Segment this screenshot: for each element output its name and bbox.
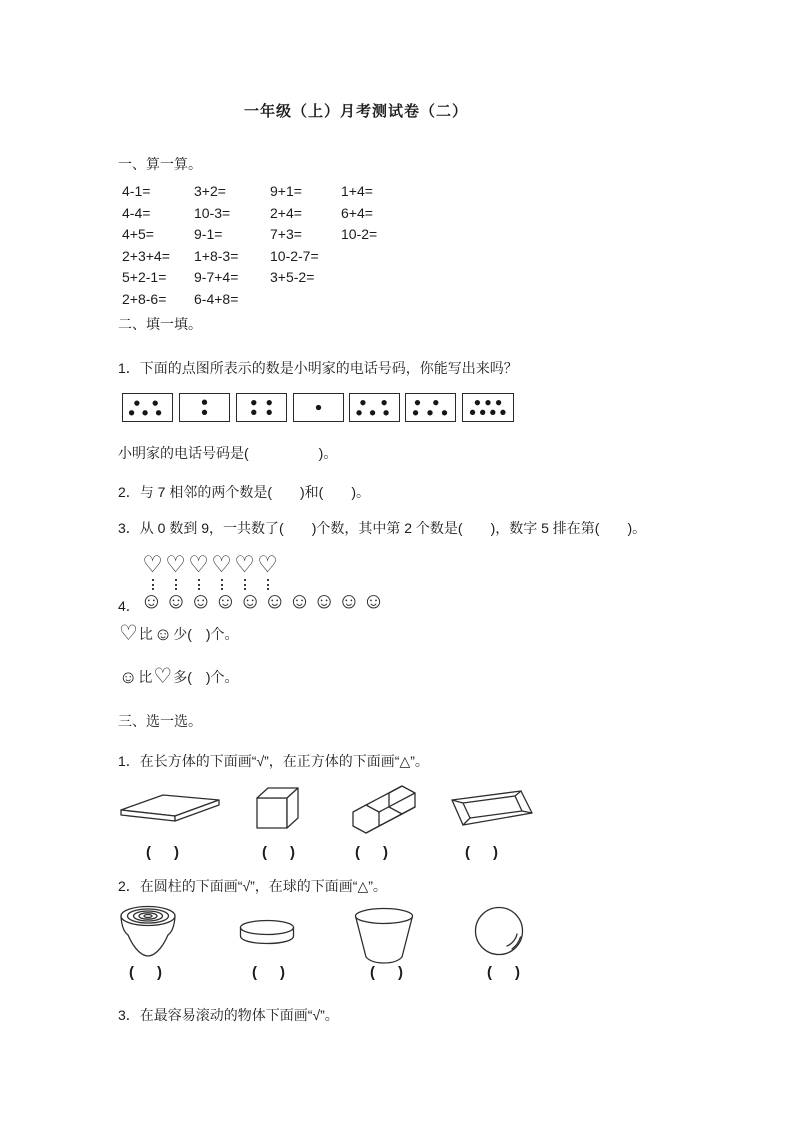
shape-sphere bbox=[473, 905, 525, 957]
compare-text: 比 bbox=[138, 669, 153, 685]
heart-icon: ♡ bbox=[142, 551, 163, 577]
answer-paren bbox=[129, 965, 162, 981]
dot-card bbox=[462, 393, 514, 422]
question-3-2-text: 2．在圆柱的下面画“√”，在球的下面画“△”。 bbox=[118, 878, 387, 894]
heart-icon: ♡ bbox=[188, 551, 209, 577]
paren-open: ( bbox=[355, 844, 360, 861]
calc-cell: 1+4= bbox=[341, 183, 373, 199]
compare-line-1 bbox=[118, 621, 239, 647]
answer-paren bbox=[262, 845, 295, 861]
smiley-icon: ☺ bbox=[119, 667, 138, 687]
calc-cell: 7+3= bbox=[270, 226, 302, 242]
question-2-4-label: 4． bbox=[118, 598, 140, 614]
paren-close: ) bbox=[493, 844, 498, 861]
heart-icon: ♡ bbox=[211, 551, 232, 577]
calc-cell: 4-1= bbox=[122, 183, 151, 199]
hearts-row bbox=[141, 551, 279, 577]
dot-card bbox=[405, 393, 456, 422]
calc-cell: 9-1= bbox=[194, 226, 223, 242]
paren-open: ( bbox=[252, 964, 257, 981]
paren-close: ) bbox=[383, 844, 388, 861]
dot-card bbox=[122, 393, 173, 422]
smiley-icon: ☺ bbox=[312, 588, 336, 613]
paren-open: ( bbox=[370, 964, 375, 981]
smiley-icon: ☺ bbox=[288, 588, 311, 613]
section1-heading: 一、算一算。 bbox=[118, 156, 202, 172]
heart-icon: ♡ bbox=[119, 622, 138, 645]
calc-cell: 2+8-6= bbox=[122, 290, 167, 307]
answer-paren bbox=[252, 965, 285, 981]
dot-card bbox=[179, 393, 230, 422]
question-3-1-text: 1．在长方体的下面画“√”，在正方体的下面画“△”。 bbox=[118, 753, 429, 769]
section2-heading: 二、填一填。 bbox=[118, 316, 202, 332]
shape-hexagonal-prism bbox=[349, 780, 419, 836]
paren-close: ) bbox=[157, 964, 162, 981]
smiley-icon: ☺ bbox=[140, 588, 163, 613]
heart-icon: ♡ bbox=[257, 551, 278, 577]
shape-long-box bbox=[449, 788, 535, 828]
shape-cube bbox=[254, 785, 302, 831]
compare-line-2 bbox=[118, 664, 239, 690]
smiley-icon: ☺ bbox=[153, 624, 173, 644]
calc-cell: 10-2-7= bbox=[270, 247, 319, 264]
calc-cell: 3+5-2= bbox=[270, 269, 315, 285]
compare-text: 比 bbox=[138, 626, 153, 642]
heart-icon: ♡ bbox=[153, 665, 173, 688]
smiley-icon: ☺ bbox=[214, 588, 237, 613]
page-title: 一年级（上）月考测试卷（二） bbox=[243, 103, 468, 120]
heart-icon: ♡ bbox=[234, 551, 255, 577]
calc-cell: 5+2-1= bbox=[122, 269, 167, 285]
paren-open: ( bbox=[262, 844, 267, 861]
heart-icon: ♡ bbox=[165, 551, 186, 577]
calc-cell: 6-4+8= bbox=[194, 290, 239, 307]
smiley-icon: ☺ bbox=[337, 588, 361, 613]
smiley-icon: ☺ bbox=[263, 588, 287, 613]
dotted-connector bbox=[244, 579, 246, 590]
answer-paren bbox=[355, 845, 388, 861]
calc-cell bbox=[341, 289, 421, 311]
paren-close: ) bbox=[280, 964, 285, 981]
smiley-icon: ☺ bbox=[238, 588, 262, 613]
question-2-3-text: 3．从 0 数到 9，一共数了( )个数，其中第 2 个数是( )，数字 5 排在第( )。 bbox=[118, 520, 647, 536]
calc-cell: 10-2= bbox=[341, 226, 378, 242]
paren-open: ( bbox=[487, 964, 492, 981]
smiley-icon: ☺ bbox=[189, 588, 212, 613]
smiley-icon: ☺ bbox=[362, 588, 385, 613]
dotted-connector bbox=[198, 579, 200, 590]
paren-close: ) bbox=[290, 844, 295, 861]
section3-heading: 三、选一选。 bbox=[118, 713, 202, 729]
calc-cell bbox=[341, 267, 421, 289]
paren-close: ) bbox=[174, 844, 179, 861]
paren-open: ( bbox=[465, 844, 470, 861]
calc-cell: 6+4= bbox=[341, 204, 373, 221]
smiley-icon: ☺ bbox=[164, 588, 188, 613]
question-2-1-text: 1．下面的点图所表示的数是小明家的电话号码，你能写出来吗？ bbox=[118, 360, 518, 376]
calc-cell: 4+5= bbox=[122, 226, 154, 242]
paren-close: ) bbox=[515, 964, 520, 981]
shape-truncated-cone bbox=[353, 906, 415, 964]
dotted-connector bbox=[221, 579, 223, 590]
calc-cell: 2+3+4= bbox=[122, 247, 170, 264]
dot-card bbox=[236, 393, 287, 422]
answer-paren bbox=[487, 965, 520, 981]
question-2-2-text: 2．与 7 相邻的两个数是( )和( )。 bbox=[118, 484, 370, 500]
calc-cell bbox=[341, 246, 421, 268]
answer-paren bbox=[370, 965, 403, 981]
paren-open: ( bbox=[129, 964, 134, 981]
dotted-connector bbox=[175, 579, 177, 590]
dot-card bbox=[349, 393, 400, 422]
calc-cell bbox=[270, 289, 341, 311]
answer-paren bbox=[465, 845, 498, 861]
shape-bowl bbox=[119, 904, 179, 962]
paren-open: ( bbox=[146, 844, 151, 861]
smileys-row bbox=[139, 587, 386, 614]
dotted-connector bbox=[267, 579, 269, 590]
question-3-3-text: 3．在最容易滚动的物体下面画“√”。 bbox=[118, 1007, 339, 1023]
dotted-connector bbox=[152, 579, 154, 590]
shape-cylinder bbox=[238, 918, 296, 946]
calc-grid bbox=[122, 181, 421, 310]
calc-cell: 9+1= bbox=[270, 183, 302, 199]
calc-cell: 1+8-3= bbox=[194, 247, 239, 264]
compare-text: 多( )个。 bbox=[173, 669, 239, 685]
calc-cell: 9-7+4= bbox=[194, 269, 239, 285]
calc-cell: 4-4= bbox=[122, 204, 151, 221]
dot-card bbox=[293, 393, 344, 422]
compare-text: 少( )个。 bbox=[173, 626, 239, 642]
calc-cell: 10-3= bbox=[194, 204, 231, 221]
calc-cell: 3+2= bbox=[194, 183, 226, 199]
phone-answer-line: 小明家的电话号码是( )。 bbox=[118, 445, 338, 461]
answer-paren bbox=[146, 845, 179, 861]
paren-close: ) bbox=[398, 964, 403, 981]
calc-cell: 2+4= bbox=[270, 204, 302, 221]
shape-flat-cuboid bbox=[118, 791, 222, 825]
